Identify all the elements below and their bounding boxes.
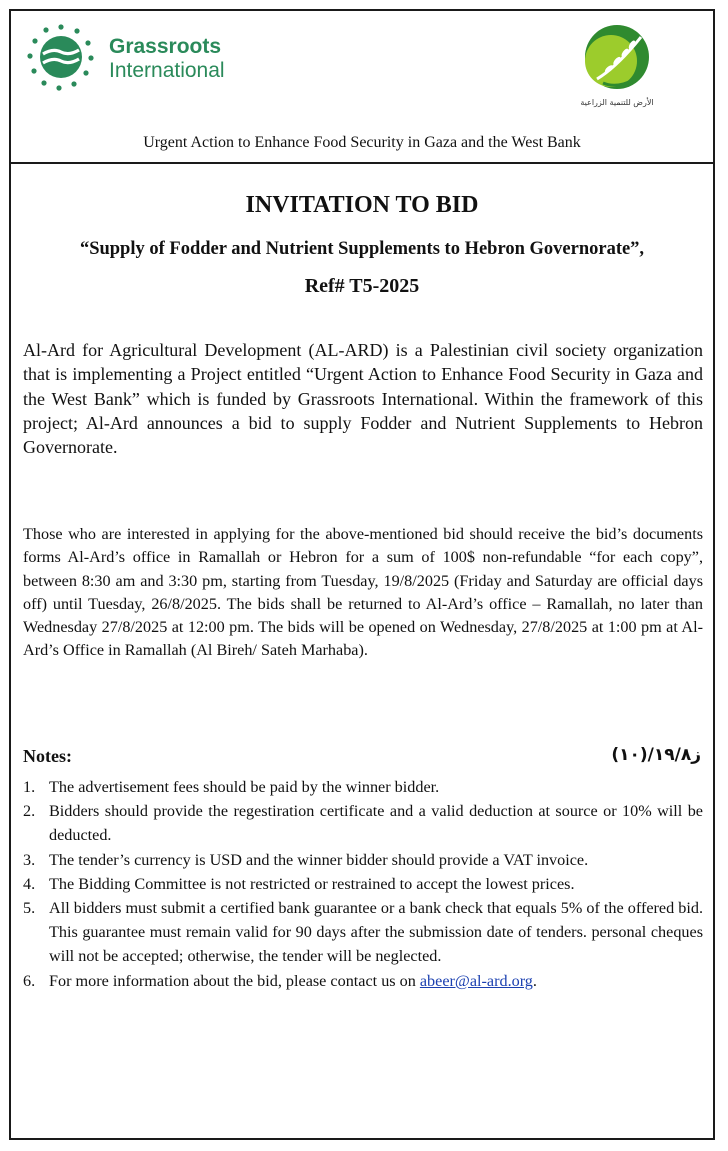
notice-frame [9, 9, 715, 1140]
list-item [23, 896, 703, 969]
project-title: Urgent Action to Enhance Food Security in Gaza and the West Bank [143, 134, 581, 151]
grassroots-logo-icon [25, 21, 97, 93]
list-item [23, 775, 703, 799]
brand-name [109, 35, 225, 83]
al-ard-logo-icon [581, 23, 653, 95]
reference-number: Ref# T5-2025 [304, 275, 420, 297]
note-number: 6. [23, 971, 36, 990]
notes-list [23, 775, 703, 993]
note-number: 4. [23, 874, 36, 893]
note-text: The tender’s currency is USD and the winner bidder should provide a VAT invoice. [49, 850, 589, 869]
brand-line-2: International [109, 59, 225, 82]
note-number: 2. [23, 802, 36, 821]
note-text: For more information about the bid, please contact us on [49, 971, 420, 990]
note-text: The Bidding Committee is not restricted or restrained to accept the lowest prices. [49, 874, 575, 893]
contact-email-link[interactable]: abeer@al-ard.org [419, 971, 533, 990]
note-number: 1. [23, 778, 36, 796]
list-item [23, 872, 703, 896]
list-item [23, 969, 703, 993]
instructions-paragraph: Those who are interested in applying for the above-mentioned bid should receive the bid’s documents forms Al-Ard’s office in Ramallah or Hebron for a sum of 100$ non-refundable “for each copy”, between 8:30 am and 3:30 pm, starting from Tuesday, 19/8/2025 (Friday and Saturday are official days off) until Tuesday, 26/8/2025. The bids shall be returned to Al-Ard’s office – Ramallah, no later than Wednesday 27/8/2025 at 12:00 pm. The bids will be opened on Wednesday, 27/8/2025 at 1:00 pm at Al-Ard’s Office in Ramallah (Al Bireh/ Sateh Marhaba). [23, 525, 703, 660]
note-text: The advertisement fees should be paid by the winner bidder. [49, 778, 440, 796]
arabic-date-stamp: ز١٩/٨/(١٠) [611, 745, 701, 765]
note-text: All bidders must submit a certified bank guarantee or a bank check that equals 5% of the offered bid. This guarantee must remain valid for 90 days after the submission date of tenders. personal cheques will not be accepted; otherwise, the tender will be neglected. [49, 899, 703, 966]
note-number: 3. [23, 850, 36, 869]
intro-paragraph: Al-Ard for Agricultural Development (AL-ARD) is a Palestinian civil society organization that is implementing a Project entitled “Urgent Action to Enhance Food Security in Gaza and the West Bank” which is funded by Grassroots International. Within the framework of this project; Al-Ard announces a bid to supply Fodder and Nutrient Supplements to Hebron Governorate. [23, 340, 703, 458]
note-text: Bidders should provide the regestiration certificate and a valid deduction at source or 10% will be deducted. [49, 802, 703, 845]
header-divider [11, 162, 713, 164]
note-number: 5. [23, 899, 36, 918]
note-tail: . [532, 971, 537, 990]
list-item [23, 848, 703, 872]
notice-subtitle: “Supply of Fodder and Nutrient Supplements to Hebron Governorate”, [79, 239, 645, 259]
al-ard-caption: الأرض للتنمية الزراعية [580, 98, 654, 107]
header [11, 11, 713, 139]
notice-title: INVITATION TO BID [245, 192, 479, 218]
brand-line-1: Grassroots [109, 35, 222, 58]
notes-heading: Notes: [23, 746, 72, 766]
list-item [23, 799, 703, 847]
